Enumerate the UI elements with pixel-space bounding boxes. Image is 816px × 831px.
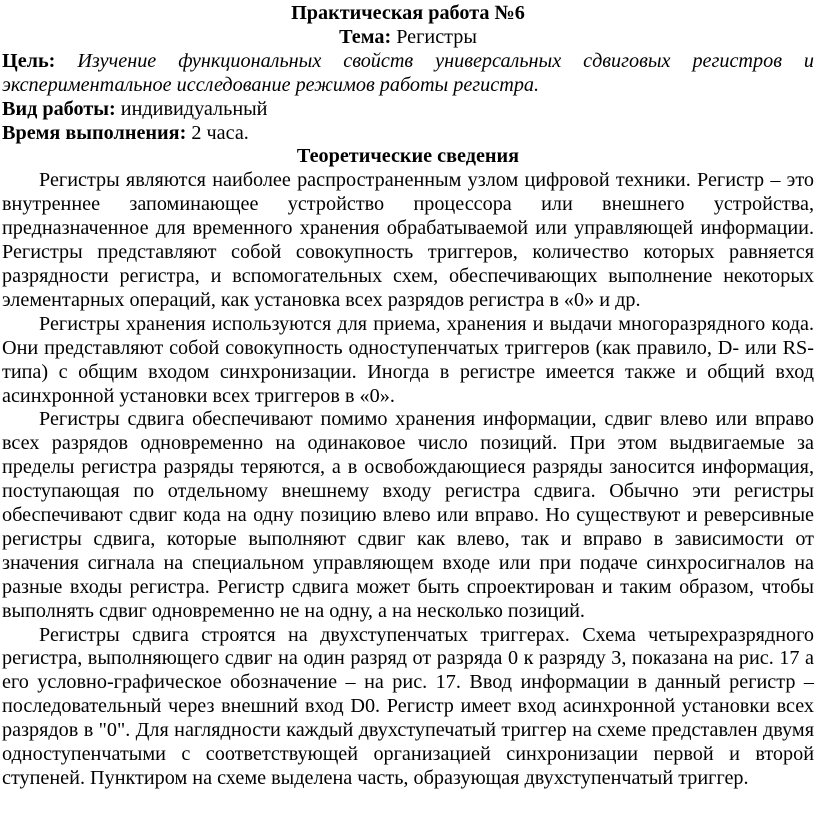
topic-label: Тема: bbox=[339, 25, 392, 48]
theory-paragraph-4: Регистры сдвига строятся на двухступенчатых триггерах. Схема четырехразрядного регистра, выполняющего сдвиг на один разряд от разряда 0 к разряду 3, показана на рис. 17 а его условно-графическое обозначение – на рис. 17. Ввод информации в данный регистр – последовательный через внешний вход D0. Регистр имеет вход асинхронной установки всех разрядов в "0". Для наглядности каждый двухступечатый триггер на схеме представлен двумя одноступенчатыми с соответствующей организацией синхронизации первой и второй ступеней. Пунктиром на схеме выделена часть, образующая двухступенчатый триггер. bbox=[2, 623, 814, 789]
topic-value: Регистры bbox=[396, 25, 477, 48]
theory-paragraph-1: Регистры являются наиболее распространенным узлом цифровой техники. Регистр – это внутреннее запоминающее устройство процессора или внешнего устройства, предназначенное для временного хранения обрабатываемой или управляющей информации. Регистры представляют собой совокупность триггеров, количество которых равняется разрядности регистра, и вспомогательных схем, обеспечивающих выполнение некоторых элементарных операций, как установка всех разрядов регистра в «0» и др. bbox=[2, 169, 814, 311]
theory-paragraph-2: Регистры хранения используются для приема, хранения и выдачи многоразрядного кода. Они представляют собой совокупность одноступенчатых триггеров (как правило, D- или RS-типа) с общим входом синхронизации. Иногда в регистре имеется также и общий вход асинхронной установки всех триггеров в «0». bbox=[2, 312, 814, 407]
document-title: Практическая работа №6 bbox=[291, 2, 525, 24]
work-type-label: Вид работы: bbox=[2, 97, 116, 120]
goal-line bbox=[2, 50, 814, 98]
duration-label: Время выполнения: bbox=[2, 121, 187, 144]
theory-heading: Теоретические сведения bbox=[296, 145, 520, 168]
goal-text: Изучение функциональных свойств универсальных сдвиговых регистров и экспериментальное исследование режимов работы регистра. bbox=[2, 49, 814, 96]
theory-paragraph-3: Регистры сдвига обеспечивают помимо хранения информации, сдвиг влево или вправо всех разрядов одновременно на одинаковое число позиций. При этом выдвигаемые за пределы регистра разряды теряются, а в освобождающиеся разряды заносится информация, поступающая по отдельному внешнему входу регистра сдвига. Обычно эти регистры обеспечивают сдвиг кода на одну позицию влево или вправо. Но существуют и реверсивные регистры сдвига, которые выполняют сдвиг как влево, так и вправо в зависимости от значения сигнала на специальном управляющем входе или при подаче синхросигналов на разные входы регистра. Регистр сдвига может быть спроектирован и таким образом, чтобы выполнять сдвиг одновременно не на одну, а на несколько позиций. bbox=[2, 408, 814, 622]
work-type-line bbox=[2, 98, 814, 122]
topic-line bbox=[2, 26, 814, 50]
duration-line bbox=[2, 122, 814, 146]
duration-value: 2 часа. bbox=[191, 121, 249, 144]
goal-label: Цель: bbox=[2, 49, 56, 72]
work-type-value: индивидуальный bbox=[120, 97, 268, 120]
